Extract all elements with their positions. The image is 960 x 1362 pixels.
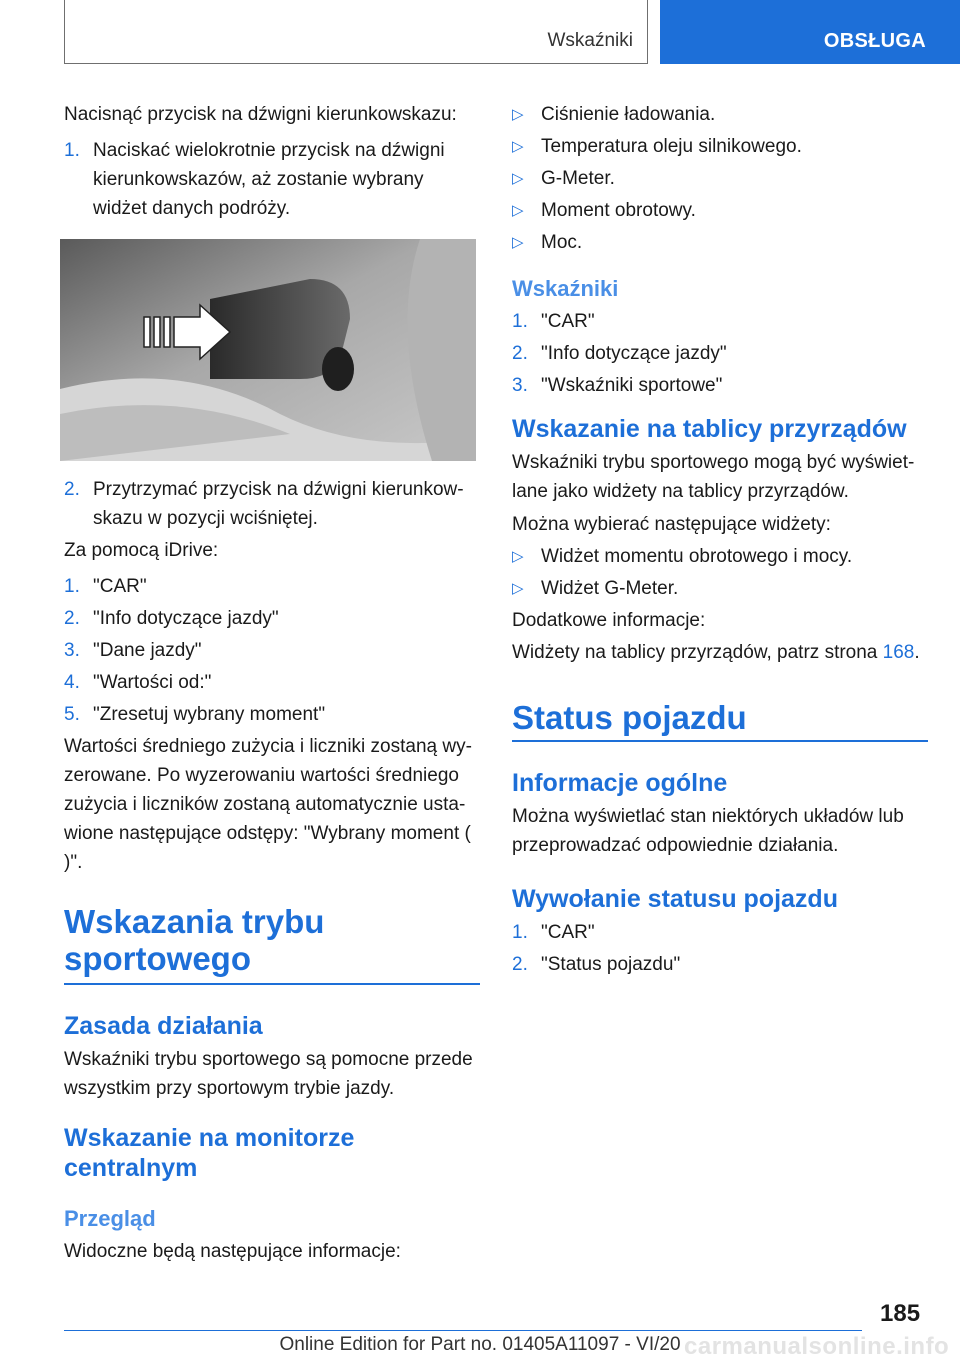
step-number: 3. — [512, 375, 528, 396]
heading-instrument-cluster: Wskazanie na tablicy przyrządów — [512, 415, 907, 443]
footer-edition: Online Edition for Part no. 01405A11097 - VI/20 — [279, 1334, 681, 1355]
step-number: 2. — [64, 479, 80, 500]
step-number: 2. — [512, 954, 528, 975]
left-column — [64, 100, 480, 1266]
extra-info-text-post: . — [914, 642, 920, 663]
step-text: "Zresetuj wybrany moment" — [93, 704, 326, 725]
list-item — [64, 700, 480, 729]
step-text: Naciskać wielokrotnie przycisk na dźwigni kierunkowskazów, aż zostanie wybrany widżet danych podróży. — [93, 140, 445, 219]
step-text: "Wskaźniki sportowe" — [541, 375, 723, 396]
step-number: 4. — [64, 672, 80, 693]
step-text: "Status pojazdu" — [541, 954, 681, 975]
heading-rule — [64, 983, 480, 985]
header-section-box — [64, 0, 648, 64]
step-number: 5. — [64, 704, 80, 725]
footer-rule — [64, 1330, 862, 1331]
extra-info-label: Dodatkowe informacje: — [512, 610, 706, 631]
heading-central-monitor: Wskazanie na monitorze centralnym — [64, 1124, 355, 1182]
list-item — [64, 136, 480, 223]
indicators-steps-list — [512, 307, 928, 400]
triangle-bullet-icon: ▷ — [512, 234, 524, 251]
triangle-bullet-icon: ▷ — [512, 106, 524, 123]
extra-info-text — [512, 638, 928, 667]
step-number: 1. — [64, 576, 80, 597]
triangle-bullet-icon: ▷ — [512, 138, 524, 155]
step-number: 2. — [64, 608, 80, 629]
button-steps-list — [64, 136, 480, 223]
overview-text: Widoczne będą następujące informacje: — [64, 1241, 401, 1262]
list-item — [512, 100, 928, 129]
header-chapter-tab: OBSŁUGA — [660, 0, 960, 64]
list-item — [512, 918, 928, 947]
idrive-steps-list — [64, 572, 480, 729]
triangle-bullet-icon: ▷ — [512, 548, 524, 565]
extra-info-text-pre: Widżety na tablicy przyrządów, patrz strona — [512, 642, 883, 663]
list-item — [512, 371, 928, 400]
list-item — [64, 475, 480, 533]
list-item — [512, 164, 928, 193]
vehicle-status-steps-list — [512, 918, 928, 979]
list-item — [512, 307, 928, 336]
step-text: "CAR" — [541, 311, 595, 332]
page-number: 185 — [880, 1300, 921, 1327]
triangle-bullet-icon: ▷ — [512, 202, 524, 219]
step-number: 1. — [512, 311, 528, 332]
widgets-list — [512, 542, 928, 603]
list-item — [512, 196, 928, 225]
principle-text: Wskaźniki trybu sportowego są pomocne przede wszystkim przy sportowym trybie jazdy. — [64, 1049, 473, 1099]
item-text: Temperatura oleju silnikowego. — [541, 136, 802, 157]
item-text: Widżet momentu obrotowego i mocy. — [541, 546, 853, 567]
triangle-bullet-icon: ▷ — [512, 580, 524, 597]
step-text: "Wartości od:" — [93, 672, 212, 693]
heading-rule — [512, 740, 928, 742]
heading-sport-indicators: Wskazania trybu sportowego — [64, 903, 325, 977]
step-text: Przytrzymać przycisk na dźwigni kierunkowskazu w pozycji wciśniętej. — [93, 479, 464, 529]
idrive-intro: Za pomocą iDrive: — [64, 540, 219, 561]
triangle-bullet-icon: ▷ — [512, 170, 524, 187]
list-item — [512, 950, 928, 979]
item-text: Moment obrotowy. — [541, 200, 696, 221]
item-text: Ciśnienie ładowania. — [541, 104, 716, 125]
right-column — [512, 100, 928, 982]
heading-overview: Przegląd — [64, 1206, 156, 1231]
step-text: "CAR" — [93, 576, 147, 597]
step-text: "Info dotyczące jazdy" — [93, 608, 279, 629]
general-info-text: Można wyświetlać stan niektórych układów lub przeprowadzać odpowiednie działania. — [512, 806, 904, 856]
reset-text: Wartości średniego zużycia i liczniki zostaną wyzerowane. Po wyzerowaniu wartości średniego zużycia i liczników zostaną automatycznie ustawione następujące odstępy: "Wybrany moment ( )". — [64, 736, 472, 873]
list-item — [512, 132, 928, 161]
info-items-list — [512, 100, 928, 257]
list-item — [64, 636, 480, 665]
list-item — [512, 542, 928, 571]
item-text: G-Meter. — [541, 168, 615, 189]
heading-call-vehicle-status: Wywołanie statusu pojazdu — [512, 885, 838, 913]
list-item — [64, 572, 480, 601]
item-text: Widżet G-Meter. — [541, 578, 679, 599]
item-text: Moc. — [541, 232, 583, 253]
step-text: "CAR" — [541, 922, 595, 943]
lever-illustration — [60, 239, 476, 461]
step-text: "Info dotyczące jazdy" — [541, 343, 727, 364]
turn-signal-lever-photo — [60, 239, 476, 461]
heading-general-info: Informacje ogólne — [512, 769, 728, 797]
step-number: 2. — [512, 343, 528, 364]
page-reference-link[interactable]: 168 — [882, 642, 915, 663]
heading-vehicle-status: Status pojazdu — [512, 699, 747, 736]
step-number: 1. — [512, 922, 528, 943]
list-item — [64, 668, 480, 697]
step-text: "Dane jazdy" — [93, 640, 202, 661]
instrument-cluster-text: Wskaźniki trybu sportowego mogą być wyświetlane jako widżety na tablicy przyrządów. — [512, 452, 915, 502]
list-item — [64, 604, 480, 633]
intro-text: Nacisnąć przycisk na dźwigni kierunkowskazu: — [64, 104, 457, 125]
step-number: 1. — [64, 140, 80, 161]
widgets-intro: Można wybierać następujące widżety: — [512, 514, 831, 535]
watermark: carmanualsonline.info — [684, 1333, 950, 1360]
heading-indicators: Wskaźniki — [512, 276, 619, 301]
list-item — [512, 339, 928, 368]
step-number: 3. — [64, 640, 80, 661]
list-item — [512, 228, 928, 257]
header-section-title: Wskaźniki — [547, 30, 633, 51]
list-item — [512, 574, 928, 603]
heading-principle: Zasada działania — [64, 1012, 263, 1040]
button-steps-list-continued — [64, 475, 480, 533]
